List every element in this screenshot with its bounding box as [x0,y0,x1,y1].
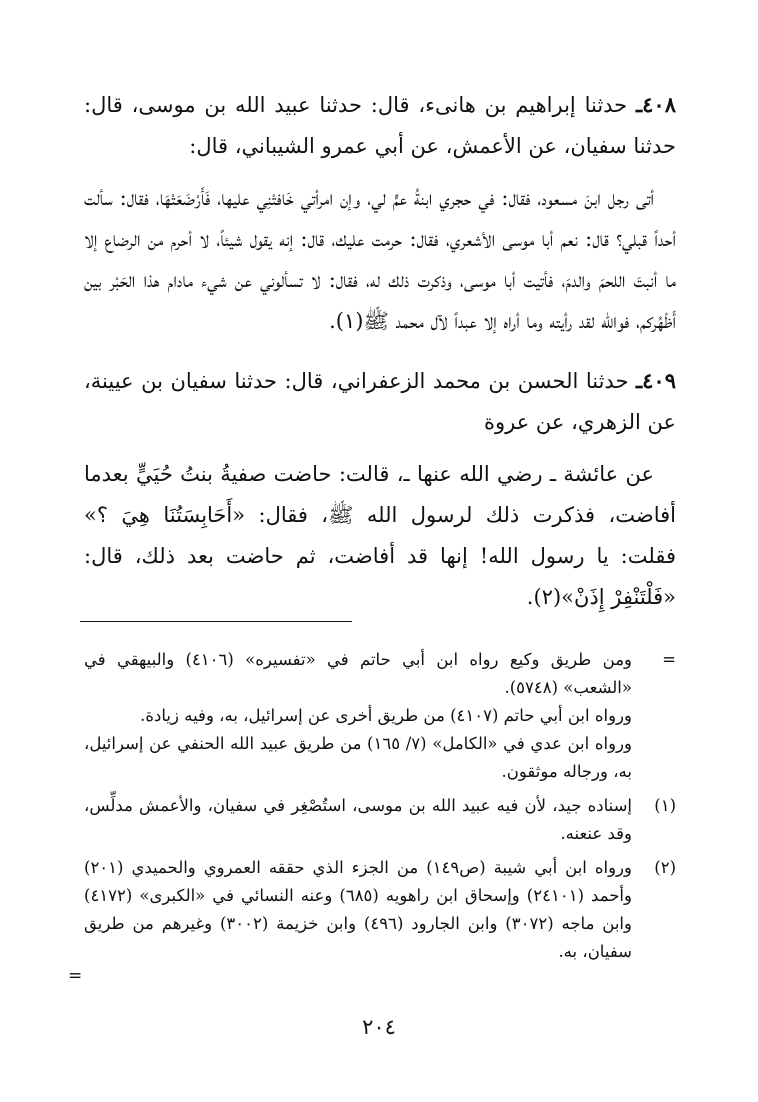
page-number: ٢٠٤ [362,1015,396,1039]
hadith-409-number: ٤٠٩ـ [635,368,676,393]
footnote-line: ورواه ابن أبي حاتم (٤١٠٧) من طريق أخرى عن إسرائيل، به، وفيه زيادة. [140,706,632,725]
footnote-line: ومن طريق وكيع رواه ابن أبي حاتم في «تفسيره» (٤١٠٦) والبيهقي في «الشعب» (٥٧٤٨). [84,650,632,697]
footnote-2 [84,854,676,966]
footnote-1-marker: (١) [654,796,676,815]
continued-marker: = [68,966,83,986]
hadith-408-isnad [84,84,676,167]
footnote-2-marker: (٢) [654,858,676,877]
footnote-line: ورواه ابن عدي في «الكامل» (٧/ ١٦٥) من طريق عبيد الله الحنفي عن إسرائيل، به، ورجاله موثقون. [84,734,632,781]
footnotes [84,646,676,972]
hadith-409-isnad [84,360,676,443]
footnote-continuation [84,646,676,786]
footnote-1-text: إسناده جيد، لأن فيه عبيد الله بن موسى، استُصْغِر في سفيان، والأعمش مدلِّس، وقد عنعنه. [84,796,632,843]
main-text [84,84,676,618]
hadith-408-head: حدثنا إبراهيم بن هانىء، قال: حدثنا عبيد الله بن موسى، قال: حدثنا سفيان، عن الأعمش، عن أبي عمرو الشيباني، قال: [84,93,676,158]
hadith-409-head: حدثنا الحسن بن محمد الزعفراني، قال: حدثنا سفيان بن عيينة، عن الزهري، عن عروة [84,369,676,434]
footnote-separator [80,621,352,622]
continuation-marker: = [662,650,676,669]
footnote-2-text: ورواه ابن أبي شيبة (ص١٤٩) من الجزء الذي حققه العمروي والحميدي (٢٠١) وأحمد (٢٤١٠١) وإسحاق ابن راهويه (٦٨٥) وعنه النسائي في «الكبرى» (٤١٧٢) وابن ماجه (٣٠٧٢) وابن الجارود (٤٩٦) وابن خزيمة (٣٠٠٢) وغيرهم من طريق سفيان، به. [84,858,632,961]
hadith-409-matn: عن عائشة ـ رضي الله عنها ـ، قالت: حاضت صفيةُ بنتُ حُيَيٍّ بعدما أفاضت، فذكرت ذلك لرسول الله ﷺ، فقال: «أَحَابِسَتُنَا هِيَ ؟» فقلت: يا رسول الله! إنها قد أفاضت، ثم حاضت بعد ذلك، قال: «فَلْتَنْفِرْ إِذَنْ»(٢). [84,462,676,609]
hadith-408-matn: أتى رجل ابنَ مسعود، فقال: في حجري ابنةُ عمٍّ لي، وإن امرأتي خَافتْنِي عليها، فَأَرْضَعَتْهَا، فقال: سألت أحداً قبلي؟ قال: نعم أبا موسى الأشعري، فقال: حرمت عليك، قال: إنه يقول شيئاً، لا أحرم من الرضاع إلا ما أنبتَ اللحمَ والدمَ، فأتيت أبا موسى، وذكرت ذلك له، فقال: لا تسألوني عن شيء مادام هذا الحَبْر بين أَظْهُركم، فوالله لقد رأيته وما أراه إلا عبداً لآل محمد ﷺ(١). [84,186,676,333]
footnote-1 [84,792,676,848]
hadith-408-number: ٤٠٨ـ [636,92,676,117]
